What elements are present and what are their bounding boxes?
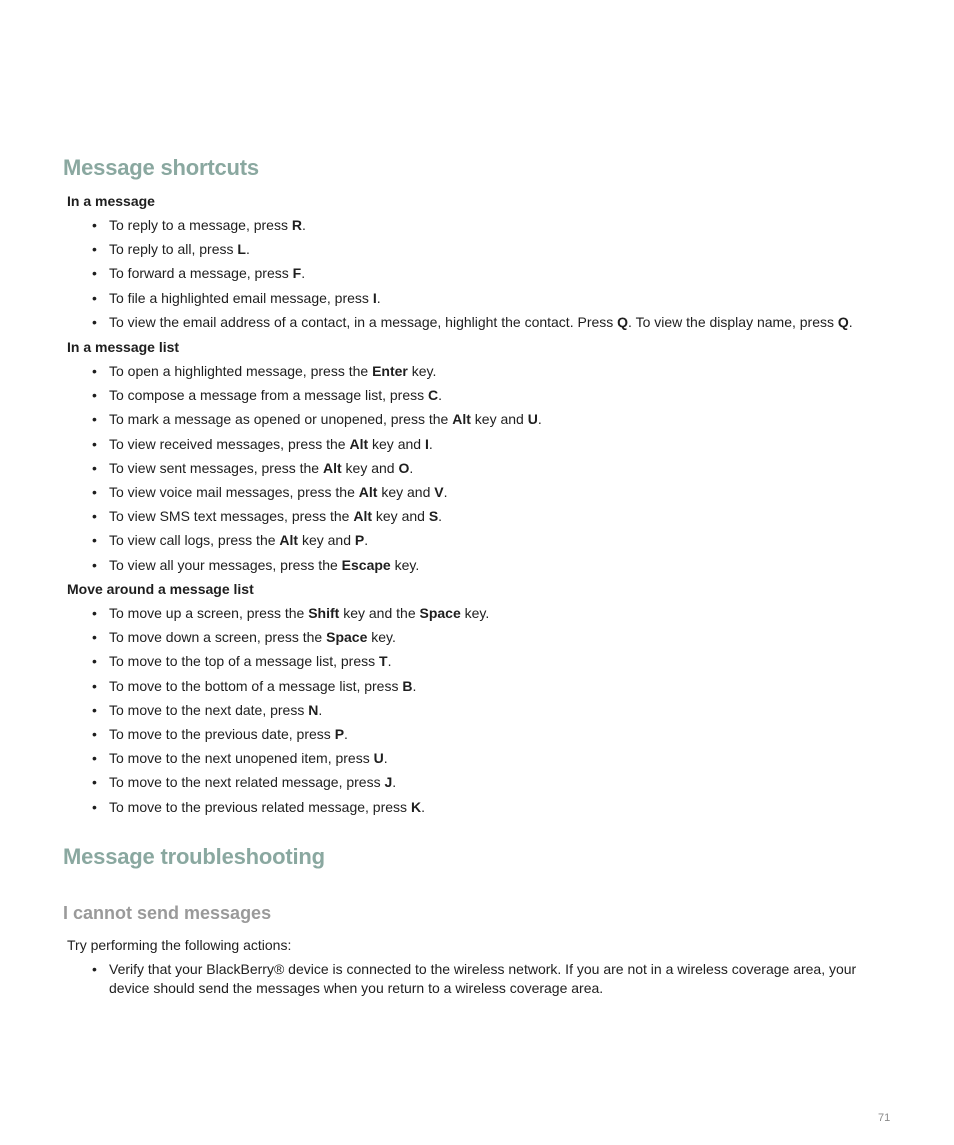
section-title-message-troubleshooting: Message troubleshooting [63,844,325,869]
bullet-icon: • [92,313,97,330]
bullet-icon: • [92,961,97,977]
key-name: J [384,774,393,791]
bullet-icon: • [92,677,97,694]
subheading-move-around: Move around a message list [67,581,254,597]
key-name: B [402,677,413,694]
bullet-icon: • [92,653,97,670]
section-title-message-shortcuts: Message shortcuts [63,155,259,180]
list-item-text: To move to the next unopened item, press U. [109,750,388,767]
list-item-text: To view call logs, press the Alt key and P. [109,532,369,549]
list-item-text: To move to the next date, press N. [109,701,323,718]
key-name: L [237,241,246,258]
bullet-icon: • [92,289,97,306]
list-item-text: To view SMS text messages, press the Alt key and S. [109,508,443,525]
bullet-icon: • [92,726,97,742]
bullet-icon: • [92,387,97,404]
intro-paragraph: Try performing the following actions: [67,937,292,953]
key-name: I [424,435,429,452]
bullet-icon: • [92,532,97,549]
subheading-in-a-message-list: In a message list [67,339,180,355]
bullet-icon: • [92,217,97,233]
list-item-text: To mark a message as opened or unopened, press the Alt key and U. [109,411,542,428]
key-name: F [292,265,302,282]
list-item-text: To view voice mail messages, press the Alt key and V. [109,484,448,500]
key-name: Space [326,629,368,646]
list-item-text: To reply to a message, press R. [109,217,306,233]
key-name: I [372,289,377,306]
bullet-icon: • [92,435,97,452]
key-name: Alt [349,435,369,452]
bullet-icon: • [92,605,97,621]
key-name: K [410,798,422,815]
bullet-icon: • [92,241,97,258]
key-name: Alt [323,459,342,476]
key-name: Escape [341,556,391,573]
key-name: N [308,701,319,718]
bullet-icon: • [92,411,97,428]
list-item-text: To move to the previous related message, press K. [109,798,425,815]
list-item-text: To move up a screen, press the Shift key and the Space key. [109,605,490,621]
list-item-text: To view received messages, press the Alt key and I. [109,435,433,452]
page-number: 71 [878,1112,891,1124]
bullet-icon: • [92,363,97,379]
key-name: U [373,750,384,767]
bullet-icon: • [92,459,97,476]
key-name: Shift [308,605,340,621]
subsection-title-cannot-send: I cannot send messages [63,903,272,923]
key-name: Alt [353,508,372,525]
list-item-text: To move to the next related message, press J. [109,774,397,791]
key-name: Space [419,605,461,621]
list-item-text: To move to the top of a message list, press T. [109,653,392,670]
key-name: Enter [372,363,408,379]
key-name: R [291,217,302,233]
list-item-text: To compose a message from a message list, press C. [109,387,443,404]
key-name: Alt [358,484,378,500]
list-item-text: To view all your messages, press the Escape key. [109,556,420,573]
key-name: P [334,726,345,742]
bullet-icon: • [92,508,97,525]
key-name: Alt [452,411,471,428]
bullet-icon: • [92,750,97,767]
bullet-icon: • [92,774,97,791]
list-item-text: To view the email address of a contact, in a message, highlight the contact. Press Q. To view the display name, press Q. [109,313,853,330]
key-name: P [354,532,365,549]
list-item-text: To forward a message, press F. [109,265,306,282]
key-name: O [398,459,410,476]
key-name: T [379,653,388,670]
key-name: S [428,508,439,525]
key-name: V [434,484,444,500]
key-name: C [428,387,439,404]
list-item-text: To move to the previous date, press P. [109,726,348,742]
bullet-icon: • [92,701,97,718]
key-name: Q [837,313,849,330]
bullet-icon: • [92,798,97,815]
list-item-text: To move to the bottom of a message list, press B. [109,677,417,694]
list-item-text: To view sent messages, press the Alt key and O. [109,459,414,476]
list-item-text: To open a highlighted message, press the Enter key. [109,363,437,379]
subheading-in-a-message: In a message [67,193,155,209]
list-item-text: Verify that your BlackBerry® device is connected to the wireless network. If you are not in a wireless coverage area, your device should send the messages when you return to a wireless coverage area. [109,961,857,996]
list-item-text: To file a highlighted email message, press I. [109,289,381,306]
key-name: Q [617,313,629,330]
list-item-text: To reply to all, press L. [109,241,250,258]
key-name: Alt [279,532,299,549]
bullet-icon: • [92,556,97,573]
bullet-icon: • [92,265,97,282]
bullet-icon: • [92,484,97,500]
bullet-icon: • [92,629,97,646]
list-item-text: To move down a screen, press the Space key. [109,629,396,646]
key-name: U [527,411,538,428]
